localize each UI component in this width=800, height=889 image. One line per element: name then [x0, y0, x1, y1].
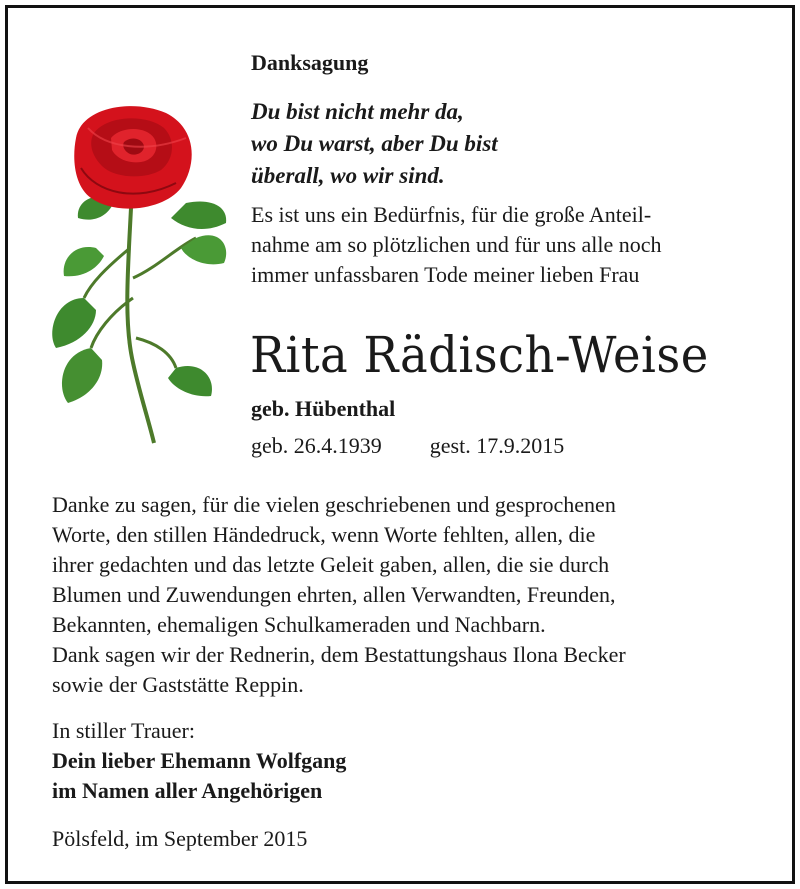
- quote-line: überall, wo wir sind.: [251, 163, 445, 188]
- signatory-relatives: im Namen aller Angehörigen: [52, 778, 323, 803]
- signatory: Dein lieber Ehemann Wolfgang: [52, 748, 347, 773]
- place-and-date: Pölsfeld, im September 2015: [52, 826, 308, 851]
- intro-paragraph: [251, 200, 662, 290]
- deceased-name: Rita Rädisch-Weise: [250, 326, 709, 384]
- quote-line: wo Du warst, aber Du bist: [251, 131, 498, 156]
- life-dates: [251, 433, 564, 459]
- closing-signature: [52, 716, 346, 806]
- body-line: Dank sagen wir der Rednerin, dem Bestattungshaus Ilona Becker: [52, 642, 626, 667]
- intro-line: Es ist uns ein Bedürfnis, für die große Anteil-: [251, 202, 652, 227]
- mourning-label: In stiller Trauer:: [52, 718, 195, 743]
- body-line: Worte, den stillen Händedruck, wenn Worte fehlten, allen, die: [52, 522, 596, 547]
- death-date: gest. 17.9.2015: [429, 433, 565, 458]
- body-line: Bekannten, ehemaligen Schulkameraden und Nachbarn.: [52, 612, 546, 637]
- memorial-quote: [251, 96, 498, 192]
- heading-danksagung: Danksagung: [251, 50, 369, 75]
- quote-line: Du bist nicht mehr da,: [251, 99, 464, 124]
- intro-line: nahme am so plötzlichen und für uns alle noch: [251, 232, 662, 257]
- red-rose-icon: [36, 98, 236, 448]
- body-line: Danke zu sagen, für die vielen geschriebenen und gesprochenen: [52, 492, 616, 517]
- body-line: sowie der Gaststätte Reppin.: [52, 672, 304, 697]
- birth-date: geb. 26.4.1939: [251, 433, 382, 458]
- body-line: ihrer gedachten und das letzte Geleit gaben, allen, die sie durch: [52, 552, 610, 577]
- obituary-frame: [5, 5, 795, 884]
- intro-line: immer unfassbaren Tode meiner lieben Frau: [251, 262, 640, 287]
- thanks-paragraph: [52, 490, 626, 700]
- birth-name: geb. Hübenthal: [251, 396, 396, 421]
- body-line: Blumen und Zuwendungen ehrten, allen Verwandten, Freunden,: [52, 582, 616, 607]
